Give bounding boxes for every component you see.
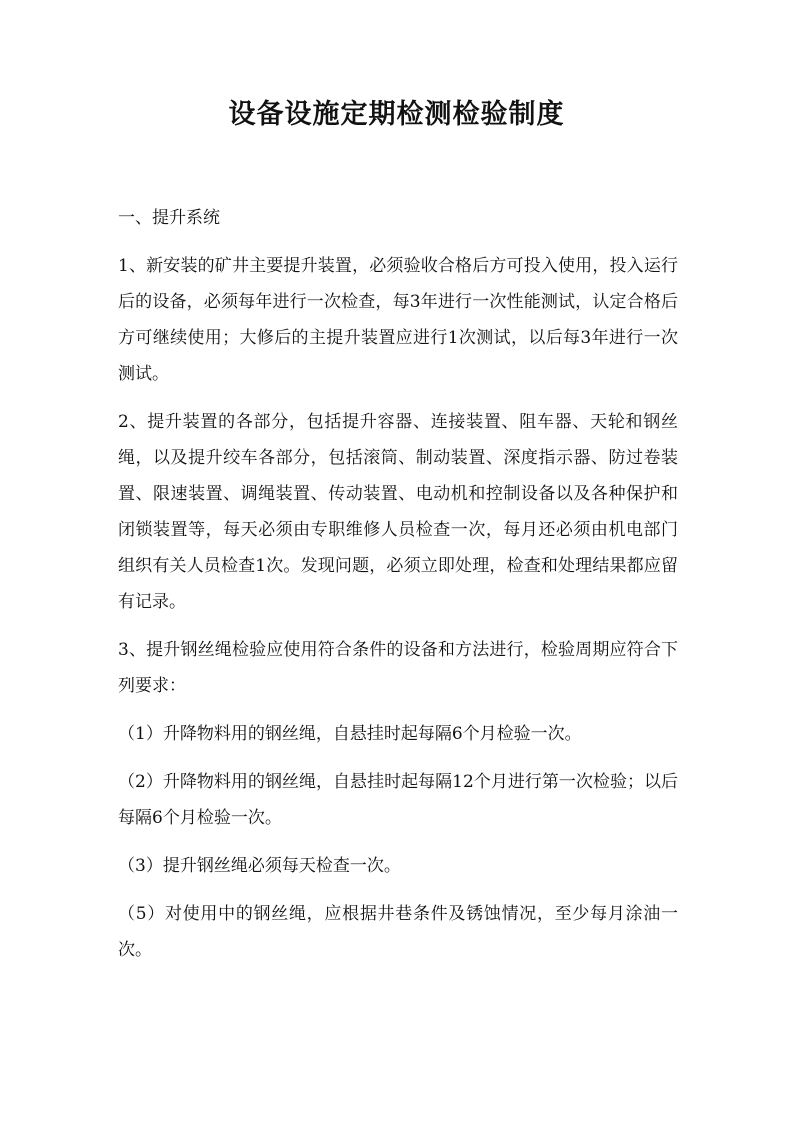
document-title: 设备设施定期检测检验制度 xyxy=(228,99,565,130)
paragraph-2: 2、提升装置的各部分，包括提升容器、连接装置、阻车器、天轮和钢丝绳，以及提升绞车各部分，包括滚筒、制动装置、深度指示器、防过卷装置、限速装置、调绳装置、传动装置、电动机和控制设备以及各种保护和闭锁装置等，每天必须由专职维修人员检查一次，每月还必须由机电部门组织有关人员检查1次。发现问题，必须立即处理，检查和处理结果都应留有记录。 xyxy=(118,412,678,612)
document-body xyxy=(118,200,678,980)
paragraph-1: 1、新安装的矿井主要提升装置，必须验收合格后方可投入使用，投入运行后的设备，必须每年进行一次检查，每3年进行一次性能测试，认定合格后方可继续使用；大修后的主提升装置应进行1次测试，以后每3年进行一次测试。 xyxy=(118,256,678,384)
list-item-2: （2）升降物料用的钢丝绳，自悬挂时起每隔12个月进行第一次检验；以后每隔6个月检验一次。 xyxy=(118,772,678,828)
list-item-1: （1）升降物料用的钢丝绳，自悬挂时起每隔6个月检验一次。 xyxy=(118,724,582,744)
list-item-3: （3）提升钢丝绳必须每天检查一次。 xyxy=(118,856,401,876)
paragraph-3: 3、提升钢丝绳检验应使用符合条件的设备和方法进行，检验周期应符合下列要求： xyxy=(118,640,678,696)
list-item-5: （5）对使用中的钢丝绳，应根据井巷条件及锈蚀情况，至少每月涂油一次。 xyxy=(118,904,678,960)
section-heading: 一、提升系统 xyxy=(118,208,220,228)
